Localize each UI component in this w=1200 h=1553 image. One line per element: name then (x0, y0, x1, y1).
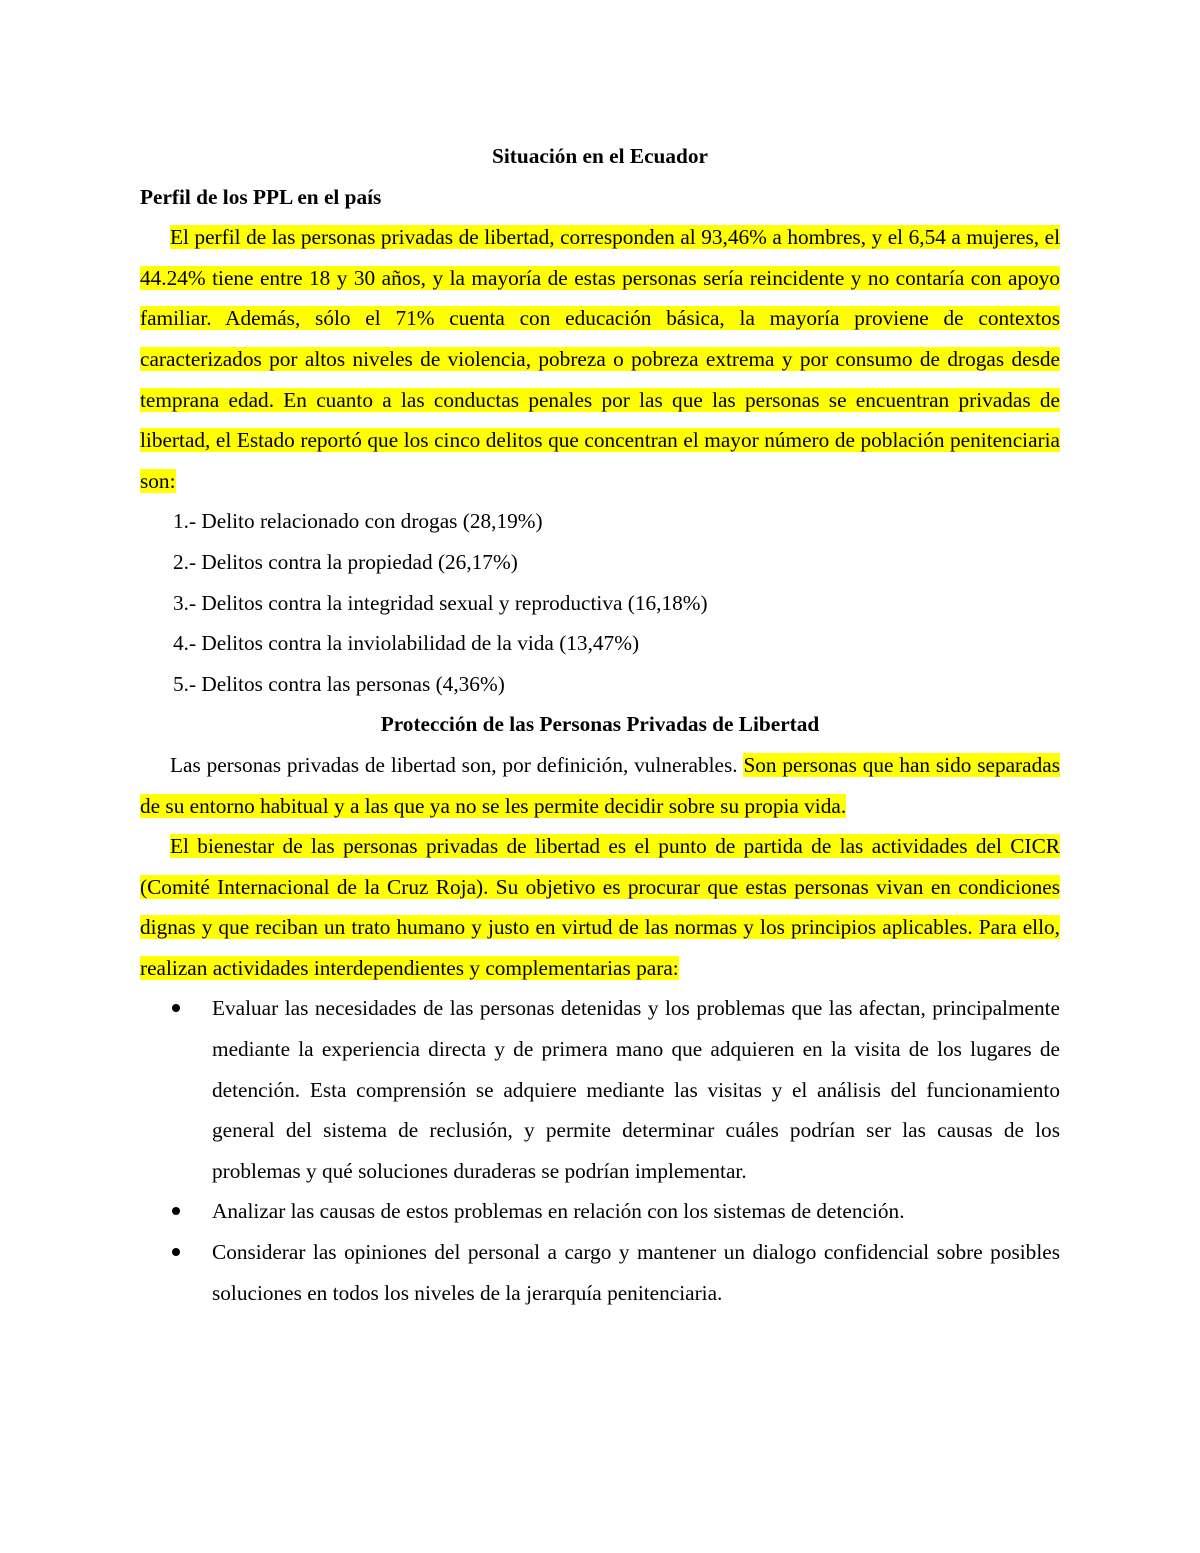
vulnerability-paragraph (140, 745, 1060, 826)
subsection-title: Perfil de los PPL en el país (140, 184, 382, 209)
activities-list (140, 988, 1060, 1313)
list-item-text: Considerar las opiniones del personal a cargo y mantener un dialogo confidencial sobre posibles soluciones en todos los niveles de la jerarquía penitenciaria. (212, 1240, 1060, 1305)
crimes-list (140, 501, 1060, 704)
icrc-paragraph (140, 826, 1060, 988)
plain-text: Las personas privadas de libertad son, por definición, vulnerables. (170, 752, 738, 777)
list-item: 1.- Delito relacionado con drogas (28,19%) (173, 509, 543, 534)
protection-title: Protección de las Personas Privadas de Libertad (380, 712, 820, 737)
highlighted-text: El perfil de las personas privadas de libertad, corresponden al 93,46% a hombres, y el 6,54 a mujeres, el 44.24% tiene entre 18 y 30 años, y la mayoría de estas personas sería reincidente y no contaría con apoyo familiar. Además, sólo el 71% cuenta con educación básica, la mayoría proviene de contextos caracterizados por altos niveles de violencia, pobreza o pobreza extrema y por consumo de drogas desde temprana edad. En cuanto a las conductas penales por las que las personas se encuentran privadas de libertad, el Estado reportó que los cinco delitos que concentran el mayor número de población penitenciaria son: (140, 225, 1060, 493)
highlighted-text: Son personas que han sido separadas de su entorno habitual y a las que ya no se les permite decidir sobre su propia vida. (140, 752, 1060, 818)
bullet-icon (172, 1004, 180, 1012)
list-item: 2.- Delitos contra la propiedad (26,17%) (173, 549, 518, 574)
list-item-text: Evaluar las necesidades de las personas detenidas y los problemas que las afectan, principalmente mediante la experiencia directa y de primera mano que adquieren en la visita de los lugares de detención. Esta comprensión se adquiere mediante las visitas y el análisis del funcionamiento general del sistema de reclusión, y permite determinar cuáles podrían ser las causas de los problemas y qué soluciones duraderas se podrían implementar. (212, 996, 1060, 1183)
profile-paragraph (140, 217, 1060, 501)
list-item: 3.- Delitos contra la integridad sexual y reproductiva (16,18%) (173, 590, 708, 615)
list-item: 5.- Delitos contra las personas (4,36%) (173, 671, 505, 696)
list-item (140, 988, 1060, 1191)
bullet-icon (172, 1248, 180, 1256)
list-item (140, 1232, 1060, 1313)
bullet-icon (172, 1207, 180, 1215)
highlighted-text: El bienestar de las personas privadas de libertad es el punto de partida de las actividades del CICR (Comité Internacional de la Cruz Roja). Su objetivo es procurar que estas personas vivan en condiciones dignas y que reciban un trato humano y justo en virtud de las normas y los principios aplicables. Para ello, realizan actividades interdependientes y complementarias para: (140, 834, 1060, 980)
document-page (140, 136, 1060, 1313)
list-item: 4.- Delitos contra la inviolabilidad de la vida (13,47%) (173, 631, 640, 656)
section-title: Situación en el Ecuador (492, 144, 708, 168)
list-item-text: Analizar las causas de estos problemas en relación con los sistemas de detención. (212, 1199, 905, 1224)
list-item (140, 1191, 1060, 1232)
